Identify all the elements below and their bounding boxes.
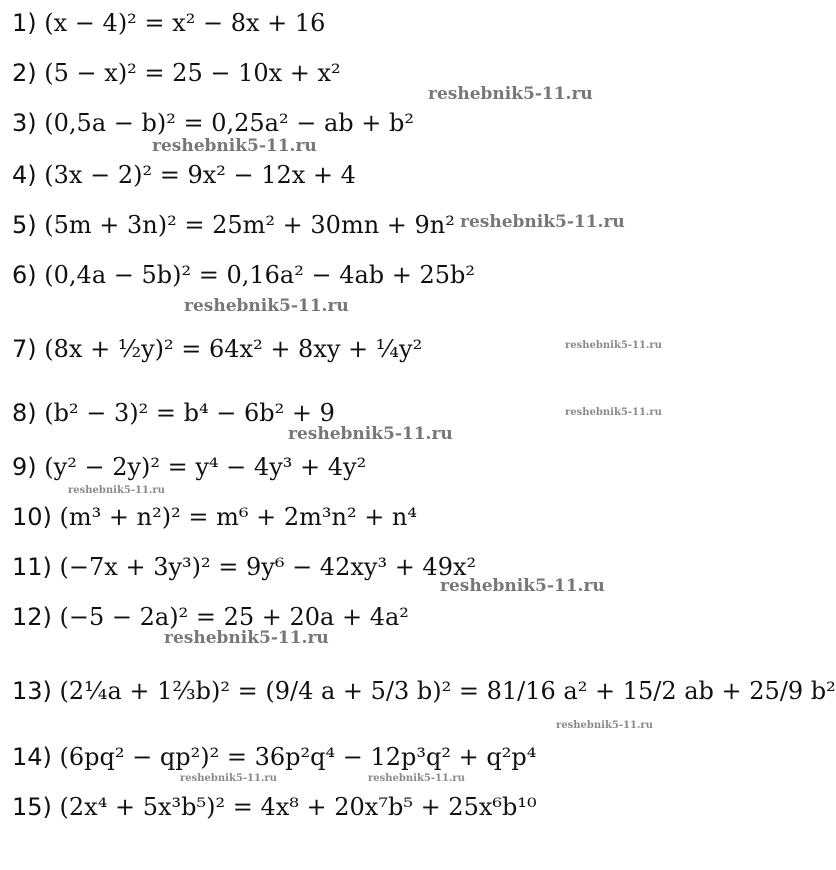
watermark: reshebnik5-11.ru xyxy=(184,296,349,316)
problem-7 xyxy=(12,334,422,364)
problem-4 xyxy=(12,160,356,190)
problem-14 xyxy=(12,742,536,772)
problem-expression: (x − 4)² = x² − 8x + 16 xyxy=(44,9,326,37)
problem-number: 3) xyxy=(12,109,37,137)
watermark: reshebnik5-11.ru xyxy=(440,576,605,596)
watermark: reshebnik5-11.ru xyxy=(164,628,329,648)
problem-5 xyxy=(12,210,455,240)
problem-expression: (−7x + 3y³)² = 9y⁶ − 42xy³ + 49x² xyxy=(59,553,477,581)
watermark: reshebnik5-11.ru xyxy=(152,136,317,156)
problem-expression: (b² − 3)² = b⁴ − 6b² + 9 xyxy=(44,399,335,427)
watermark: reshebnik5-11.ru xyxy=(368,773,465,784)
problem-expression: (0,4a − 5b)² = 0,16a² − 4ab + 25b² xyxy=(44,261,476,289)
problem-6 xyxy=(12,260,475,290)
watermark: reshebnik5-11.ru xyxy=(460,212,625,232)
watermark: reshebnik5-11.ru xyxy=(565,340,662,351)
problem-15 xyxy=(12,792,537,822)
problem-expression: (2x⁴ + 5x³b⁵)² = 4x⁸ + 20x⁷b⁵ + 25x⁶b¹⁰ xyxy=(59,793,537,821)
problem-number: 5) xyxy=(12,211,37,239)
watermark: reshebnik5-11.ru xyxy=(428,84,593,104)
problem-number: 4) xyxy=(12,161,37,189)
problem-expression: (5m + 3n)² = 25m² + 30mn + 9n² xyxy=(44,211,455,239)
problem-number: 1) xyxy=(12,9,37,37)
problem-number: 2) xyxy=(12,59,37,87)
problem-1 xyxy=(12,8,325,38)
problem-number: 9) xyxy=(12,453,37,481)
problem-expression: (2¼a + 1⅔b)² = (9/4 a + 5/3 b)² = 81/16 a² + 15/2 ab + 25/9 b² xyxy=(59,677,836,705)
problem-expression: (−5 − 2a)² = 25 + 20a + 4a² xyxy=(59,603,409,631)
watermark: reshebnik5-11.ru xyxy=(68,485,165,496)
problem-9 xyxy=(12,452,366,482)
problem-expression: (0,5a − b)² = 0,25a² − ab + b² xyxy=(44,109,414,137)
watermark: reshebnik5-11.ru xyxy=(565,407,662,418)
problem-8 xyxy=(12,398,335,428)
watermark: reshebnik5-11.ru xyxy=(180,773,277,784)
problem-number: 7) xyxy=(12,335,37,363)
problem-number: 8) xyxy=(12,399,37,427)
problem-expression: (5 − x)² = 25 − 10x + x² xyxy=(44,59,341,87)
problem-number: 13) xyxy=(12,677,52,705)
problem-10 xyxy=(12,502,417,532)
problem-2 xyxy=(12,58,341,88)
problem-11 xyxy=(12,552,476,582)
problem-3 xyxy=(12,108,414,138)
problem-number: 12) xyxy=(12,603,52,631)
problem-expression: (8x + ½y)² = 64x² + 8xy + ¼y² xyxy=(44,335,423,363)
watermark: reshebnik5-11.ru xyxy=(556,720,653,731)
problem-expression: (m³ + n²)² = m⁶ + 2m³n² + n⁴ xyxy=(59,503,418,531)
problem-expression: (y² − 2y)² = y⁴ − 4y³ + 4y² xyxy=(44,453,367,481)
problem-expression: (3x − 2)² = 9x² − 12x + 4 xyxy=(44,161,356,189)
problem-number: 14) xyxy=(12,743,52,771)
watermark: reshebnik5-11.ru xyxy=(288,424,453,444)
problem-number: 10) xyxy=(12,503,52,531)
problem-13 xyxy=(12,676,836,706)
problem-number: 15) xyxy=(12,793,52,821)
problem-expression: (6pq² − qp²)² = 36p²q⁴ − 12p³q² + q²p⁴ xyxy=(59,743,537,771)
problem-number: 11) xyxy=(12,553,52,581)
problem-number: 6) xyxy=(12,261,37,289)
